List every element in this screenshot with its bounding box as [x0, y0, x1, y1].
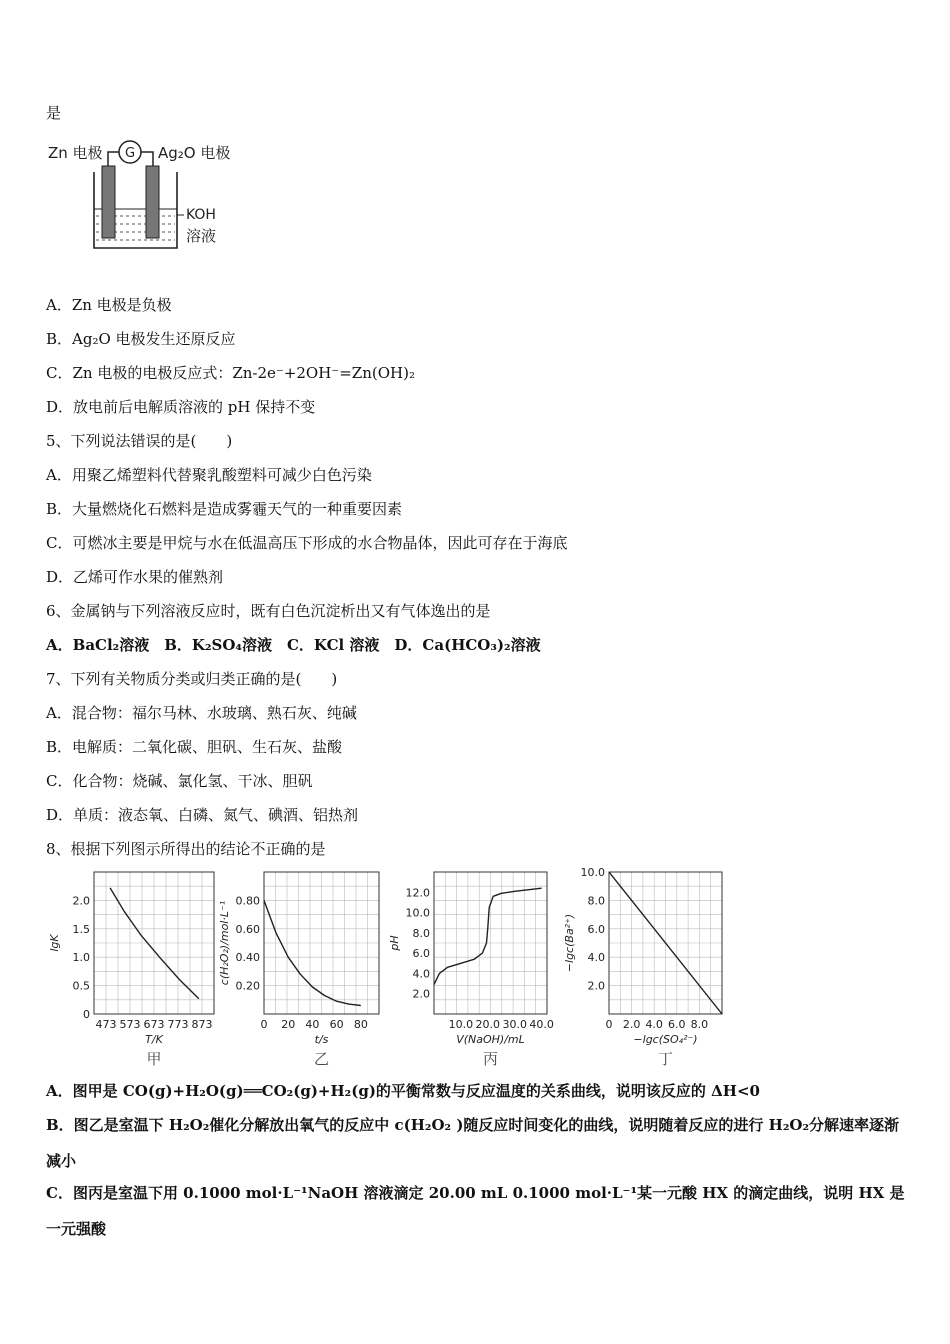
chart-4 — [563, 866, 722, 1067]
y-tick-label: 0.20 — [235, 979, 260, 993]
y-tick-label: 6.0 — [412, 947, 430, 961]
y-tick-label: 8.0 — [587, 894, 605, 908]
q5-stem: 5、下列说法错误的是( ) — [46, 432, 233, 450]
y-tick-label: 0 — [83, 1008, 90, 1021]
x-tick-label: 6.0 — [668, 1018, 686, 1031]
x-tick-label: 4.0 — [645, 1018, 663, 1031]
series-line — [434, 888, 542, 984]
y-tick-label: 2.0 — [587, 979, 605, 993]
x-tick-label: 873 — [191, 1018, 213, 1031]
x-tick-label: 40.0 — [529, 1018, 554, 1031]
series-line — [264, 900, 361, 1005]
x-tick-label: 2.0 — [622, 1018, 641, 1031]
chart-name: 丁 — [657, 1050, 674, 1067]
zn-electrode — [102, 166, 115, 238]
x-axis-label: T/K — [145, 1033, 163, 1046]
y-tick-label: 6.0 — [587, 922, 605, 936]
x-tick-label: 20 — [281, 1018, 296, 1031]
x-tick-label: 10.0 — [448, 1018, 474, 1031]
chart-name: 丙 — [482, 1050, 499, 1067]
y-axis-label: c(H₂O₂)/mol·L⁻¹ — [218, 900, 231, 986]
y-tick-label: 2.0 — [72, 894, 90, 908]
x-tick-label: 673 — [143, 1018, 165, 1031]
x-tick-label: 30.0 — [502, 1018, 527, 1031]
q4-option-c: C．Zn 电极的电极反应式：Zn-2e⁻+2OH⁻=Zn(OH)₂ — [46, 364, 415, 382]
x-tick-label: 773 — [167, 1018, 189, 1031]
x-tick-label: 473 — [95, 1018, 117, 1031]
series-line — [110, 888, 199, 999]
y-tick-label: 2.0 — [412, 987, 430, 1001]
q7-stem: 7、下列有关物质分类或归类正确的是( ) — [46, 670, 338, 688]
zn-electrode-label: Zn 电极 — [48, 144, 103, 162]
q5-option-c: C．可燃冰主要是甲烷与水在低温高压下形成的水合物晶体，因此可存在于海底 — [46, 534, 568, 552]
y-tick-label: 4.0 — [587, 951, 605, 965]
q8-option-b: B．图乙是室温下 H₂O₂催化分解放出氧气的反应中 c(H₂O₂ )随反应时间变化的曲线，说明随着反应的进行 H₂O₂分解速率逐渐减小 — [46, 1116, 900, 1170]
y-axis-label: lgK — [48, 934, 61, 952]
q7-option-d: D．单质：液态氧、白磷、氮气、碘酒、铝热剂 — [46, 806, 359, 824]
x-tick-label: 0 — [605, 1018, 613, 1031]
y-axis-label: −lgc(Ba²⁺) — [563, 913, 576, 973]
galvanometer-label: G — [125, 146, 136, 161]
y-tick-label: 8.0 — [412, 926, 430, 940]
y-tick-label: 10.0 — [405, 906, 430, 920]
y-tick-label: 0.80 — [235, 894, 260, 908]
solution-label: 溶液 — [186, 227, 217, 245]
q5-option-a: A．用聚乙烯塑料代替聚乳酸塑料可减少白色污染 — [46, 466, 372, 484]
ag2o-electrode — [146, 166, 159, 238]
q5-option-d: D．乙烯可作水果的催熟剂 — [46, 568, 224, 586]
chart-name: 乙 — [313, 1050, 330, 1067]
intro-tail: 是 — [46, 104, 62, 122]
y-tick-label: 0.40 — [235, 951, 260, 965]
q8-option-a: A．图甲是 CO(g)+H₂O(g)══CO₂(g)+H₂(g)的平衡常数与反应温度的关系曲线，说明该反应的 ΔH<0 — [46, 1082, 760, 1100]
chart-1 — [48, 872, 214, 1067]
x-tick-label: 60 — [329, 1018, 344, 1031]
y-tick-label: 12.0 — [405, 886, 430, 900]
x-axis-label: t/s — [314, 1033, 329, 1046]
q8-charts — [44, 862, 744, 1067]
x-tick-label: 0 — [260, 1018, 268, 1031]
x-tick-label: 573 — [119, 1018, 141, 1031]
q6-options: A．BaCl₂溶液 B．K₂SO₄溶液 C．KCl 溶液 D．Ca(HCO₃)₂溶液 — [46, 636, 541, 654]
x-tick-label: 20.0 — [475, 1018, 501, 1031]
x-tick-label: 40 — [305, 1018, 320, 1031]
q7-option-a: A．混合物：福尔马林、水玻璃、熟石灰、纯碱 — [46, 704, 357, 722]
y-tick-label: 0.60 — [235, 922, 260, 936]
q8-stem: 8、根据下列图示所得出的结论不正确的是 — [46, 840, 326, 858]
x-axis-label: −lgc(SO₄²⁻) — [633, 1033, 698, 1046]
cell-diagram — [46, 132, 246, 257]
q6-stem: 6、金属钠与下列溶液反应时，既有白色沉淀析出又有气体逸出的是 — [46, 602, 491, 620]
y-axis-label: pH — [388, 935, 401, 951]
q7-option-c: C．化合物：烧碱、氯化氢、干冰、胆矾 — [46, 772, 313, 790]
q4-option-a: A．Zn 电极是负极 — [46, 296, 172, 314]
ag2o-electrode-label: Ag₂O 电极 — [158, 144, 231, 162]
y-tick-label: 1.0 — [72, 951, 90, 965]
chart-2 — [218, 872, 379, 1067]
q7-option-b: B．电解质：二氧化碳、胆矾、生石灰、盐酸 — [46, 738, 343, 756]
chart-name: 甲 — [146, 1050, 162, 1067]
y-tick-label: 1.5 — [72, 922, 90, 936]
q5-option-b: B．大量燃烧化石燃料是造成雾霾天气的一种重要因素 — [46, 500, 403, 518]
q4-option-b: B．Ag₂O 电极发生还原反应 — [46, 330, 236, 348]
y-tick-label: 10.0 — [580, 866, 605, 879]
q8-option-c: C．图丙是室温下用 0.1000 mol·L⁻¹NaOH 溶液滴定 20.00 mL 0.1000 mol·L⁻¹某一元酸 HX 的滴定曲线，说明 HX 是一元强酸 — [46, 1184, 905, 1238]
y-tick-label: 0.5 — [72, 979, 90, 993]
chart-3 — [388, 872, 554, 1067]
x-axis-label: V(NaOH)/mL — [456, 1033, 525, 1046]
koh-label: KOH — [186, 207, 216, 223]
x-tick-label: 8.0 — [690, 1018, 709, 1031]
y-tick-label: 4.0 — [412, 967, 430, 981]
q4-option-d: D．放电前后电解质溶液的 pH 保持不变 — [46, 398, 316, 416]
x-tick-label: 80 — [353, 1018, 368, 1031]
